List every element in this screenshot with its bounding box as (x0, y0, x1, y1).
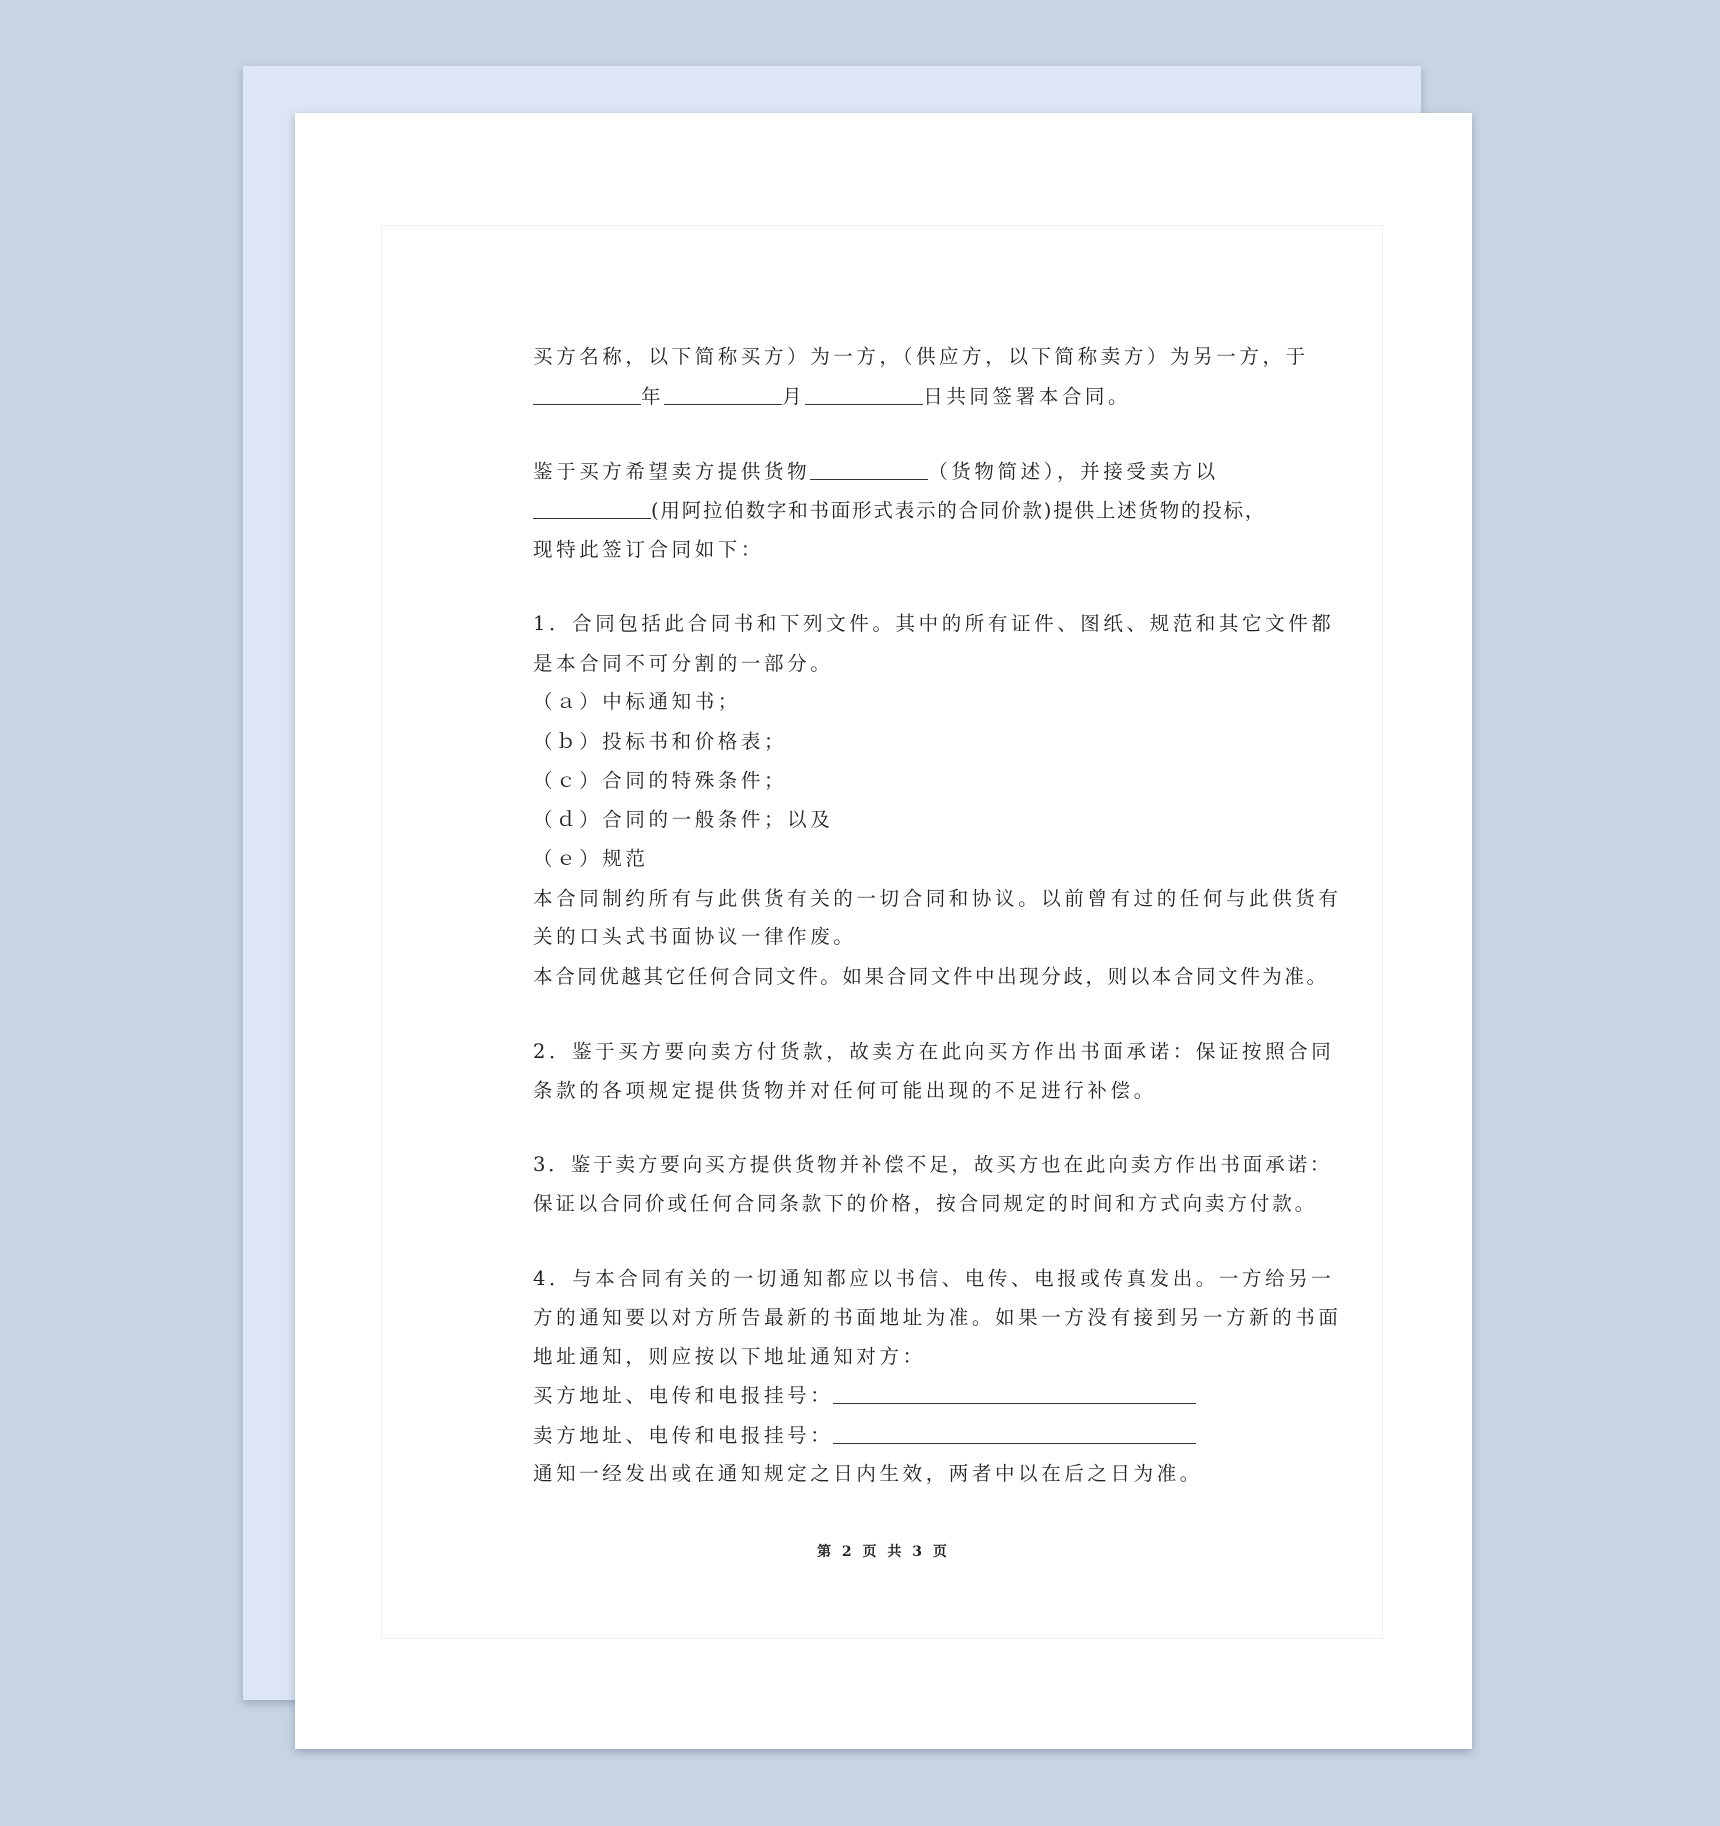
whereas-text: 鉴于买方希望卖方提供货物 (533, 460, 811, 483)
day-blank[interactable] (805, 384, 923, 405)
price-blank[interactable] (533, 498, 651, 519)
year-blank[interactable] (533, 384, 641, 405)
list-item: （ｅ）规范 (533, 847, 649, 870)
clause-1: 本合同优越其它任何合同文件。如果合同文件中出现分歧，则以本合同文件为准。 (533, 965, 1329, 988)
buyer-address-blank[interactable] (833, 1383, 1196, 1404)
month-blank[interactable] (664, 384, 782, 405)
intro-line: 买方名称，以下简称买方）为一方，（供应方，以下简称卖方）为另一方，于 (533, 345, 1309, 368)
clause-1: 关的口头式书面协议一律作废。 (533, 925, 857, 948)
clause-3: 3．鉴于卖方要向买方提供货物并补偿不足，故买方也在此向卖方作出书面承诺： (533, 1153, 1333, 1176)
clause-1: 1．合同包括此合同书和下列文件。其中的所有证件、图纸、规范和其它文件都 (533, 612, 1335, 635)
clause-4: 4．与本合同有关的一切通知都应以书信、电传、电报或传真发出。一方给另一 (533, 1267, 1335, 1290)
date-line (533, 383, 1131, 411)
day-suffix: 日共同签署本合同。 (923, 385, 1132, 408)
seller-address-label: 卖方地址、电传和电报挂号： (533, 1424, 834, 1447)
clause-4: 地址通知，则应按以下地址通知对方： (533, 1345, 926, 1368)
list-item: （ｄ）合同的一般条件；以及 (533, 808, 834, 831)
whereas-text: （货物简述），并接受卖方以 (928, 460, 1219, 483)
clause-1: 本合同制约所有与此供货有关的一切合同和协议。以前曾有过的任何与此供货有 (533, 887, 1342, 910)
buyer-address-line (533, 1382, 1196, 1410)
month-label: 月 (782, 385, 806, 408)
list-item: （ａ）中标通知书； (533, 690, 741, 713)
price-line (533, 497, 1266, 525)
document-page (295, 113, 1472, 1749)
seller-address-blank[interactable] (833, 1423, 1196, 1444)
list-item: （ｃ）合同的特殊条件； (533, 769, 788, 792)
clause-4: 方的通知要以对方所告最新的书面地址为准。如果一方没有接到另一方新的书面 (533, 1306, 1342, 1329)
buyer-address-label: 买方地址、电传和电报挂号： (533, 1384, 834, 1407)
goods-blank[interactable] (810, 459, 928, 480)
clause-3: 保证以合同价或任何合同条款下的价格，按合同规定的时间和方式向卖方付款。 (533, 1192, 1318, 1215)
price-text: (用阿拉伯数字和书面形式表示的合同价款)提供上述货物的投标， (651, 499, 1267, 522)
clause-2: 2．鉴于买方要向卖方付货款，故卖方在此向买方作出书面承诺：保证按照合同 (533, 1040, 1335, 1063)
clause-2: 条款的各项规定提供货物并对任何可能出现的不足进行补偿。 (533, 1079, 1157, 1102)
year-label: 年 (641, 385, 665, 408)
intro-line: 现特此签订合同如下： (533, 538, 765, 561)
clause-1: 是本合同不可分割的一部分。 (533, 652, 834, 675)
seller-address-line (533, 1422, 1196, 1450)
clause-4: 通知一经发出或在通知规定之日内生效，两者中以在后之日为准。 (533, 1462, 1203, 1485)
page-number: 第 2 页 共 3 页 (817, 1544, 950, 1560)
whereas-line (533, 458, 1219, 486)
list-item: （ｂ）投标书和价格表； (533, 730, 788, 753)
